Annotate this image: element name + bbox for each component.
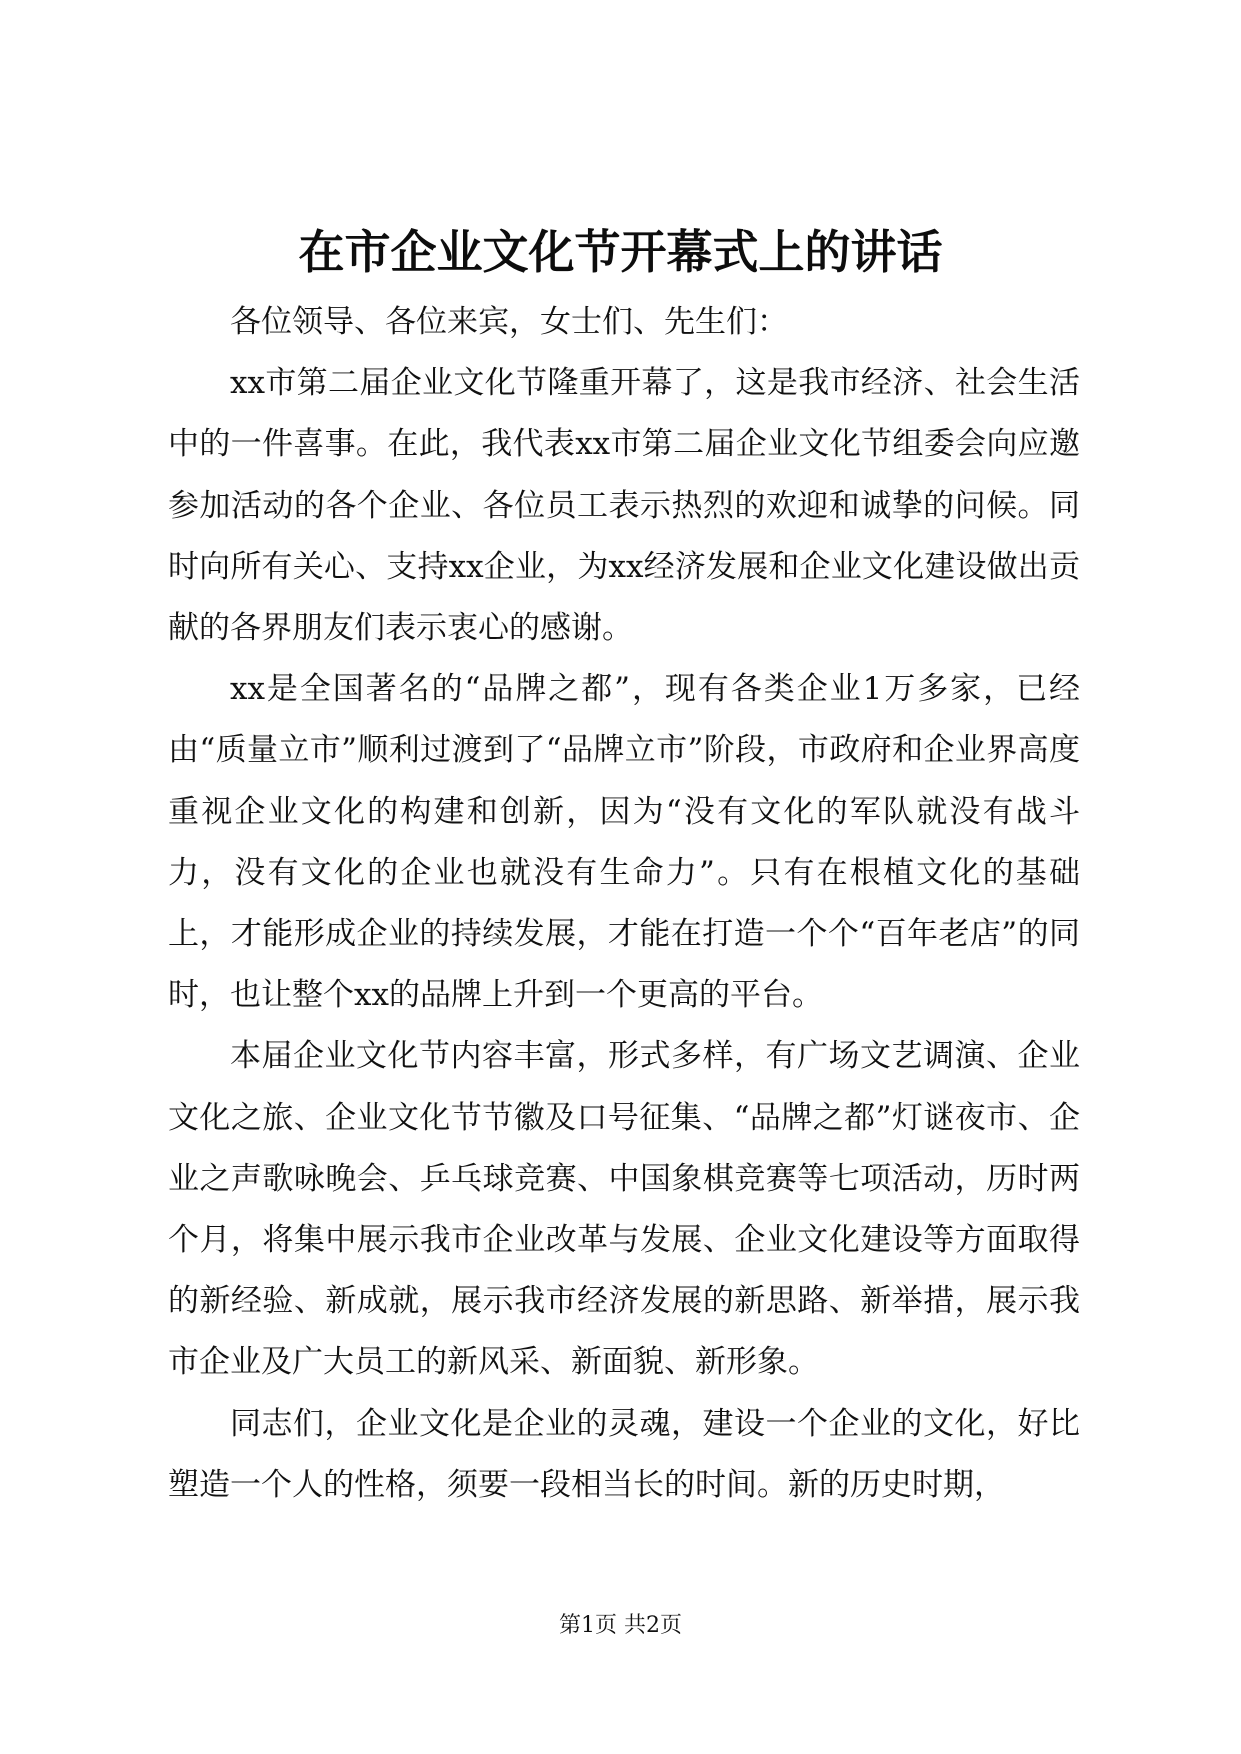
paragraph-festival-content: 本届企业文化节内容丰富，形式多样，有广场文艺调演、企业文化之旅、企业文化节节徽及口号征集、“品牌之都”灯谜夜市、企业之声歌咏晚会、乒乓球竞赛、中国象棋竞赛等七项活动，历时两个月，将集中展示我市企业改革与发展、企业文化建设等方面取得的新经验、新成就，展示我市经济发展的新思路、新举措，展示我市企业及广大员工的新风采、新面貌、新形象。 xyxy=(168,1038,1080,1381)
document-body xyxy=(168,292,1080,1516)
paragraph-corporate-culture: 同志们，企业文化是企业的灵魂，建设一个企业的文化，好比塑造一个人的性格，须要一段相当长的时间。新的历史时期， xyxy=(168,1405,1080,1503)
document-title: 在市企业文化节开幕式上的讲话 xyxy=(298,225,943,279)
page-footer: 第1页 共2页 xyxy=(559,1613,682,1638)
paragraph-brand-capital: xx是全国著名的“品牌之都”，现有各类企业1万多家，已经由“质量立市”顺利过渡到了“品牌立市”阶段，市政府和企业界高度重视企业文化的构建和创新，因为“没有文化的军队就没有战斗力，没有文化的企业也就没有生命力”。只有在根植文化的基础上，才能形成企业的持续发展，才能在打造一个个“百年老店”的同时，也让整个xx的品牌上升到一个更高的平台。 xyxy=(168,671,1080,1014)
paragraph-opening: xx市第二届企业文化节隆重开幕了，这是我市经济、社会生活中的一件喜事。在此，我代表xx市第二届企业文化节组委会向应邀参加活动的各个企业、各位员工表示热烈的欢迎和诚挚的问候。同时向所有关心、支持xx企业，为xx经济发展和企业文化建设做出贡献的各界朋友们表示衷心的感谢。 xyxy=(168,365,1080,647)
paragraph-greeting: 各位领导、各位来宾，女士们、先生们： xyxy=(230,304,788,340)
